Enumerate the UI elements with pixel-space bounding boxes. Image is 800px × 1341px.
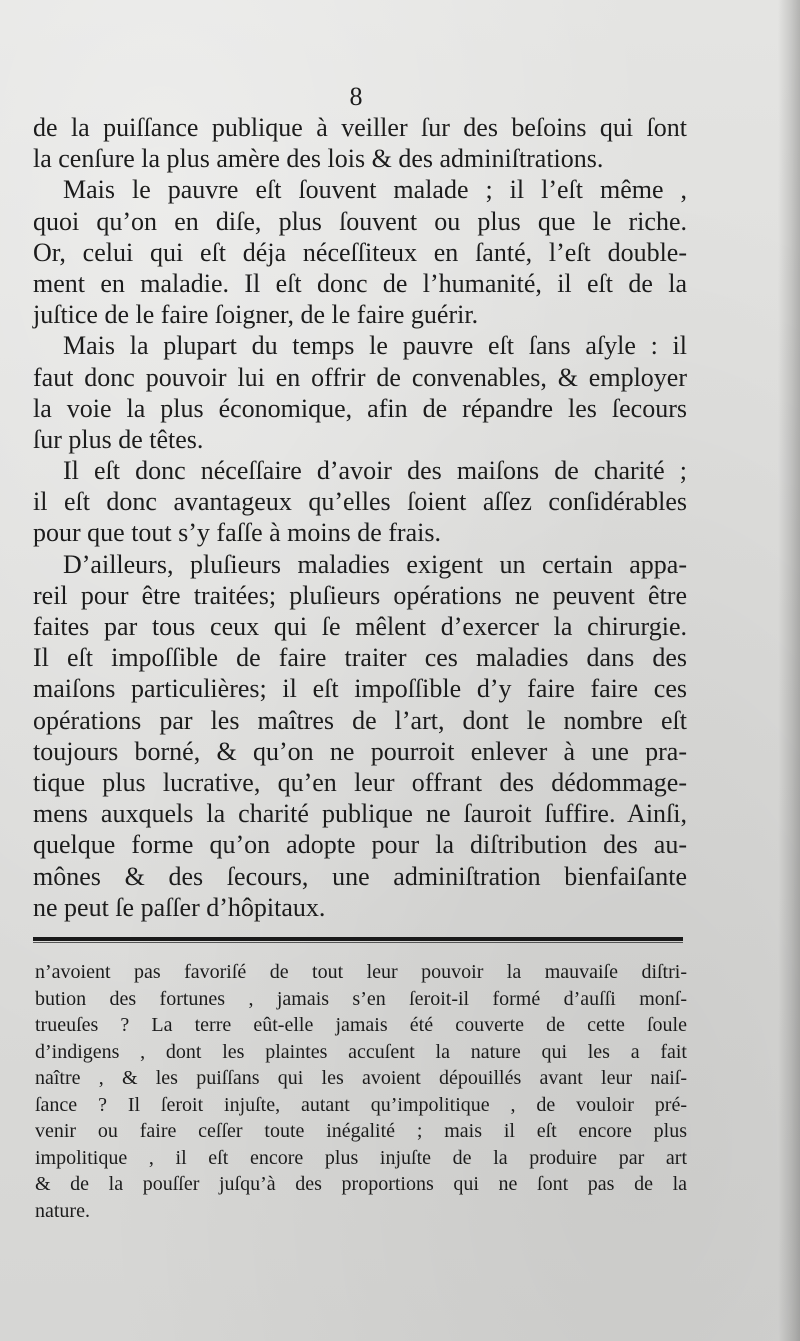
footnote-text-line: ſance ? Il ſeroit injuſte, autant qu’impolitique , de vouloir pré- (35, 1093, 687, 1116)
body-text-line: Il eſt impoſſible de faire traiter ces maladies dans des (33, 643, 687, 673)
page-number: 8 (349, 82, 363, 111)
body-text-line: quoi qu’on en diſe, plus ſouvent ou plus que le riche. (33, 206, 687, 236)
footnote-separator-rule (33, 937, 683, 941)
body-text-line: de la puiſſance publique à veiller ſur des beſoins qui ſont (33, 113, 687, 142)
body-text-line: toujours borné, & qu’on ne pourroit enlever à une pra- (33, 736, 687, 766)
body-text-line: quelque forme qu’on adopte pour la diſtribution des au- (33, 830, 687, 860)
body-text-line: opérations par les maîtres de l’art, dont le nombre eſt (33, 705, 687, 735)
body-text-line: D’ailleurs, pluſieurs maladies exigent un certain appa- (63, 549, 687, 579)
body-text-line: Il eſt donc néceſſaire d’avoir des maiſons de charité ; (63, 456, 687, 486)
footnote-text-line: impolitique , il eſt encore plus injuſte de la produire par art (35, 1146, 687, 1169)
body-text-line: faut donc pouvoir lui en offrir de convenables, & employer (33, 362, 687, 392)
body-text-line: mônes & des ſecours, une adminiſtration bienfaiſante (33, 861, 687, 891)
main-text-block (33, 112, 687, 923)
body-text-line: Or, celui qui eſt déja néceſſiteux en ſanté, l’eſt double- (33, 237, 687, 267)
footnote-text-line: & de la pouſſer juſqu’à des proportions qui ne ſont pas de la (35, 1173, 687, 1195)
footnote-separator-thin-rule (33, 942, 683, 943)
footnote-text-line: nature. (35, 1199, 90, 1222)
body-text-line: ment en maladie. Il eſt donc de l’humanité, il eſt de la (33, 268, 687, 298)
body-text-line: pour que tout s’y faſſe à moins de frais. (33, 518, 441, 548)
body-text-line: juſtice de le faire ſoigner, de le faire guérir. (33, 300, 479, 330)
body-text-line: Mais le pauvre eſt ſouvent malade ; il l’eſt même , (63, 175, 687, 205)
body-text-line: faites par tous ceux qui ſe mêlent d’exercer la chirurgie. (33, 612, 687, 641)
footnote-text-line: bution des fortunes , jamais s’en ſeroit-il formé d’auſſi monſ- (35, 987, 687, 1010)
footnote-text-block (35, 959, 687, 1224)
footnote-text-line: d’indigens , dont les plaintes accuſent la nature qui les a fait (35, 1040, 687, 1063)
body-text-line: tique plus lucrative, qu’en leur offrant des dédommage- (33, 767, 687, 797)
footnote-text-line: n’avoient pas favoriſé de tout leur pouvoir la mauvaiſe diſtri- (35, 961, 687, 983)
footnote-text-line: venir ou faire ceſſer toute inégalité ; mais il eſt encore plus (35, 1120, 687, 1142)
body-text-line: maiſons particulières; il eſt impoſſible d’y faire faire ces (33, 674, 687, 704)
body-text-line: mens auxquels la charité publique ne ſauroit ſuffire. Ainſi, (33, 799, 687, 829)
page-edge-shadow (778, 0, 800, 1341)
body-text-line: la cenſure la plus amère des lois & des adminiſtrations. (33, 144, 604, 174)
footnote-text-line: naître , & les puiſſans qui les avoient dépouillés avant leur naiſ- (35, 1067, 687, 1089)
body-text-line: ne peut ſe paſſer d’hôpitaux. (33, 892, 326, 922)
footnote-text-line: trueuſes ? La terre eût-elle jamais été couverte de cette ſoule (35, 1014, 687, 1036)
body-text-line: ſur plus de têtes. (33, 424, 204, 454)
body-text-line: il eſt donc avantageux qu’elles ſoient aſſez conſidérables (33, 487, 687, 517)
body-text-line: Mais la plupart du temps le pauvre eſt ſans aſyle : il (63, 331, 687, 361)
body-text-line: la voie la plus économique, afin de répandre les ſecours (33, 393, 687, 423)
body-text-line: reil pour être traitées; pluſieurs opérations ne peuvent être (33, 580, 687, 610)
